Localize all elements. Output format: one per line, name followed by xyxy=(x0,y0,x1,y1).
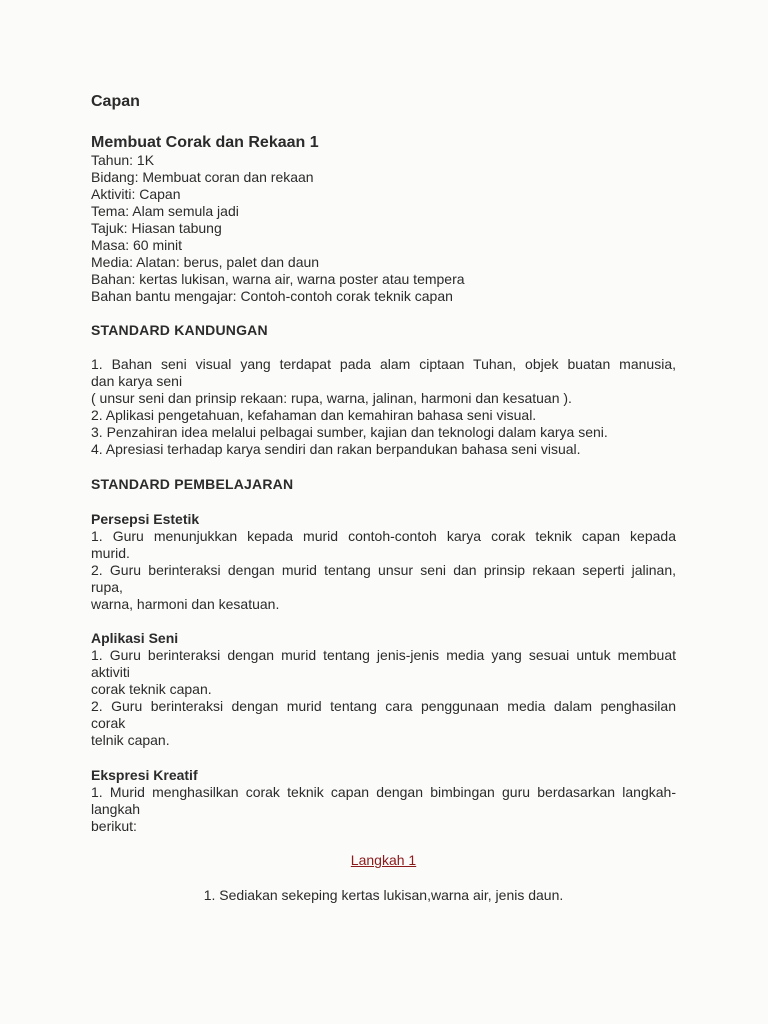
aplikasi-line: corak teknik capan. xyxy=(91,681,212,697)
aplikasi-line: 1. Guru berinteraksi dengan murid tentang jenis-jenis media yang sesuai untuk membuat xyxy=(91,647,676,663)
persepsi-line: 1. Guru menunjukkan kepada murid contoh-contoh karya corak teknik capan kepada xyxy=(91,528,676,544)
meta-bahan: Bahan: kertas lukisan, warna air, warna poster atau tempera xyxy=(91,271,465,287)
persepsi-line: 2. Guru berinteraksi dengan murid tentang unsur seni dan prinsip rekaan seperti jalinan, xyxy=(91,562,676,578)
standard-pembelajaran-heading: STANDARD PEMBELAJARAN xyxy=(91,476,294,492)
aplikasi-seni-heading: Aplikasi Seni xyxy=(91,630,179,646)
standard-kandungan-list xyxy=(91,356,676,458)
kandungan-line: ( unsur seni dan prinsip rekaan: rupa, warna, jalinan, harmoni dan kesatuan ). xyxy=(91,390,572,406)
kandungan-line: dan karya seni xyxy=(91,373,183,389)
kandungan-line: 2. Aplikasi pengetahuan, kefahaman dan kemahiran bahasa seni visual. xyxy=(91,407,537,423)
aplikasi-line: corak xyxy=(91,715,126,731)
meta-media: Media: Alatan: berus, palet dan daun xyxy=(91,254,320,270)
persepsi-line: murid. xyxy=(91,545,130,561)
meta-tema: Tema: Alam semula jadi xyxy=(91,203,239,219)
standard-kandungan-heading: STANDARD KANDUNGAN xyxy=(91,322,268,338)
ekspresi-kreatif-list xyxy=(91,784,676,835)
meta-tahun: Tahun: 1K xyxy=(91,152,155,168)
document-title: Capan xyxy=(91,93,140,110)
ekspresi-line: 1. Murid menghasilkan corak teknik capan dengan bimbingan guru berdasarkan langkah- xyxy=(91,784,676,800)
lesson-subtitle: Membuat Corak dan Rekaan 1 xyxy=(91,134,319,151)
persepsi-estetik-heading: Persepsi Estetik xyxy=(91,511,200,527)
persepsi-estetik-list xyxy=(91,528,676,613)
persepsi-line: warna, harmoni dan kesatuan. xyxy=(91,596,280,612)
ekspresi-line: berikut: xyxy=(91,818,137,834)
ekspresi-line: langkah xyxy=(91,801,141,817)
kandungan-line: 4. Apresiasi terhadap karya sendiri dan rakan berpandukan bahasa seni visual. xyxy=(91,441,581,457)
kandungan-line: 1. Bahan seni visual yang terdapat pada alam ciptaan Tuhan, objek buatan manusia, xyxy=(91,356,676,372)
meta-bahan-bantu: Bahan bantu mengajar: Contoh-contoh corak teknik capan xyxy=(91,288,453,304)
meta-bidang: Bidang: Membuat coran dan rekaan xyxy=(91,169,314,185)
langkah-1-link[interactable]: Langkah 1 xyxy=(350,852,417,868)
meta-masa: Masa: 60 minit xyxy=(91,237,183,253)
meta-tajuk: Tajuk: Hiasan tabung xyxy=(91,220,222,236)
aplikasi-line: 2. Guru berinteraksi dengan murid tentang cara penggunaan media dalam penghasilan xyxy=(91,698,676,714)
meta-aktiviti: Aktiviti: Capan xyxy=(91,186,181,202)
aplikasi-line: aktiviti xyxy=(91,664,130,680)
aplikasi-seni-list xyxy=(91,647,676,749)
aplikasi-line: telnik capan. xyxy=(91,732,170,748)
langkah-link-row xyxy=(91,852,676,870)
persepsi-line: rupa, xyxy=(91,579,123,595)
lesson-meta-list xyxy=(91,152,676,305)
langkah-1-step: 1. Sediakan sekeping kertas lukisan,warna air, jenis daun. xyxy=(203,887,564,903)
ekspresi-kreatif-heading: Ekspresi Kreatif xyxy=(91,767,198,783)
kandungan-line: 3. Penzahiran idea melalui pelbagai sumber, kajian dan teknologi dalam karya seni. xyxy=(91,424,608,440)
